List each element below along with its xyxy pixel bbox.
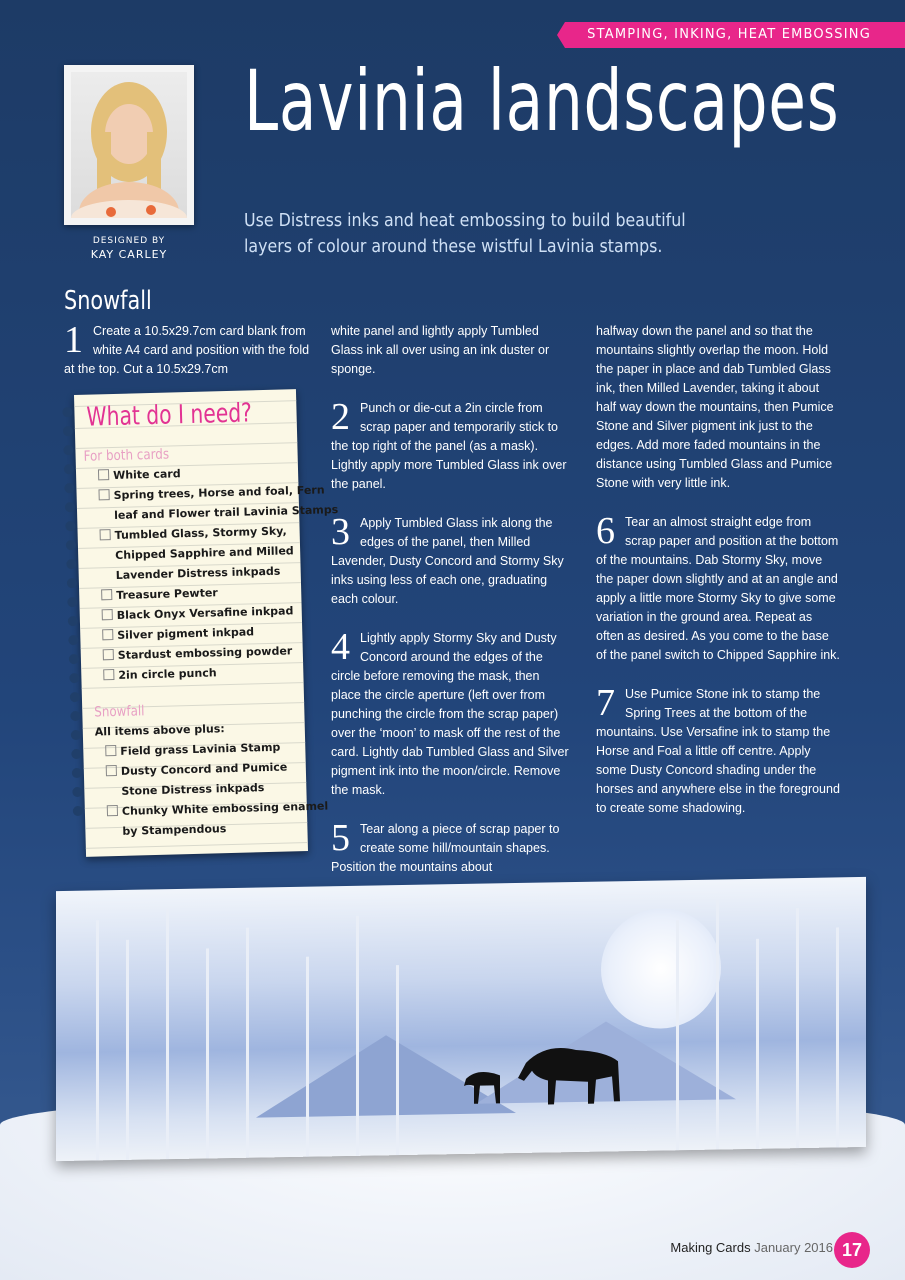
step-5 [331,817,571,877]
notebook-holes [62,407,87,825]
checkbox-icon [102,629,113,640]
checkbox-icon [107,805,118,816]
step-2 [331,396,571,494]
tree-shape [396,965,399,1155]
step-number: 4 [331,626,350,668]
step-number: 2 [331,396,350,438]
designer-name: KAY CARLEY [90,248,168,261]
tree-shape [206,948,209,1158]
page-title: Lavinia landscapes [244,52,840,150]
checkbox-icon [100,529,111,540]
material-item: Treasure Pewter [101,580,341,606]
materials-list-snowfall [94,699,329,843]
material-item: Black Onyx Versafine inkpad [102,600,342,626]
card-artwork [56,877,866,1161]
material-item: Tumbled Glass, Stormy Sky, [99,520,339,546]
step-text: Use Pumice Stone ink to stamp the Spring Trees at the bottom of the mountains. Use Versafine ink to stamp the Horse and Foal a little off centre. Apply some Dusty Concord shading under the horses and anywhere else in the foreground to create some shadowing. [596,687,840,815]
material-item: Dusty Concord and Pumice [96,756,328,782]
designer-photo [64,65,194,225]
horse-and-foal-silhouette [456,1021,636,1124]
tree-shape [246,928,249,1158]
page-number-badge: 17 [834,1232,870,1268]
checkbox-icon [103,669,114,680]
step-7 [596,682,842,818]
material-item: Lavender Distress inkpads [115,564,281,582]
checkbox-icon [106,765,117,776]
material-item: Chipped Sapphire and Milled [115,544,294,562]
step-text: Create a 10.5x29.7cm card blank from white A4 card and position with the fold at the top. Cut a 10.5x29.7cm [64,324,310,376]
checkbox-icon [98,469,109,480]
column-1 [64,319,310,399]
step-number: 6 [596,510,615,552]
step-number: 1 [64,319,83,361]
tree-shape [836,927,839,1147]
checkbox-icon [105,745,116,756]
tree-shape [716,899,719,1149]
material-item: Field grass Lavinia Stamp [95,736,327,762]
tree-shape [96,920,99,1160]
designer-credit [64,236,194,261]
step-5-continued [596,322,842,493]
material-item: Spring trees, Horse and foal, Fern [98,480,338,506]
standfirst: Use Distress inks and heat embossing to build beautiful layers of colour around these wistful Lavinia stamps. [244,210,686,257]
materials-note [74,389,339,857]
checkbox-icon [103,649,114,660]
both-cards-label: For both cards [83,446,170,465]
checkbox-icon [98,489,109,500]
step-3 [331,511,571,609]
tree-shape [796,908,799,1148]
step-text: Punch or die-cut a 2in circle from scrap paper and temporarily stick to the top right of the panel (as a mask). Lightly apply more Tumbled Glass ink over the panel. [331,401,567,491]
material-item: leaf and Flower trail Lavinia Stamps [113,503,339,522]
step-4 [331,626,571,800]
tree-shape [756,939,759,1149]
material-item: by Stampendous [122,822,227,838]
material-item: Stardust embossing powder [103,640,343,666]
moon-shape [601,907,721,1029]
column-3 [596,322,842,838]
material-item: Stone Distress inkpads [121,781,265,798]
tree-shape [126,940,129,1160]
materials-title: What do I need? [86,398,253,433]
designed-by-label: DESIGNED BY [92,236,166,246]
step-text: Tear along a piece of scrap paper to create some hill/mountain shapes. Position the mountains about [331,822,560,874]
step-text: halfway down the panel and so that the mountains slightly overlap the moon. Hold the paper in place and dab Tumbled Glass ink, then Milled Lavender, taking it about half way down the mountains, then Pumice Stone and Silver pigment ink just to the edges. Add more faded mountains in the distance using Tumbled Glass and Pumice Stone with very little ink. [596,324,834,490]
material-item: White card [98,460,338,486]
step-number: 5 [331,817,350,859]
step-text: Lightly apply Stormy Sky and Dusty Concord around the edges of the circle before removing the mask, then place the circle aperture (left over from punching the circle from the scrap paper) over the ‘moon’ to mask off the rest of the card. Lightly dab Tumbled Glass and Silver pigment ink into the moon/circle. Remove the mask. [331,631,569,797]
materials-list-both [83,446,343,686]
step-text: Apply Tumbled Glass ink along the edges of the panel, then Milled Lavender, Dusty Concord and Stormy Sky inks using less of each one, graduating each colour. [331,516,564,606]
step-6 [596,510,842,665]
step-text: white panel and lightly apply Tumbled Glass ink all over using an ink duster or sponge. [331,324,550,376]
magazine-name: Making Cards [670,1240,751,1255]
section-title: Snowfall [64,286,152,316]
step-number: 7 [596,682,615,724]
page-footer [670,1240,833,1255]
step-number: 3 [331,511,350,553]
issue-date: January 2016 [754,1240,833,1255]
portrait-illustration [71,72,187,218]
column-2 [331,322,571,897]
tree-shape [676,920,679,1150]
tree-shape [356,916,359,1156]
checkbox-icon [102,609,113,620]
material-item: Chunky White embossing enamel [97,796,329,822]
material-item: 2in circle punch [103,660,343,686]
materials-intro: All items above plus: [94,722,225,739]
step-text: Tear an almost straight edge from scrap paper and position at the bottom of the mountains. Dab Stormy Sky, move the paper down slightly and at an angle and apply a little more Stormy Sky to give some variation in the ground area. Repeat as often as desired. As you come to the base of the panel switch to Chipped Sapphire ink. [596,515,840,662]
snowfall-label: Snowfall [94,703,145,721]
checkbox-icon [101,589,112,600]
tree-shape [166,909,169,1159]
material-item: Silver pigment inkpad [102,620,342,646]
step-1 [64,319,310,379]
category-tag: STAMPING, INKING, HEAT EMBOSSING [565,22,905,48]
step-1-continued [331,322,571,379]
tree-shape [306,957,309,1157]
